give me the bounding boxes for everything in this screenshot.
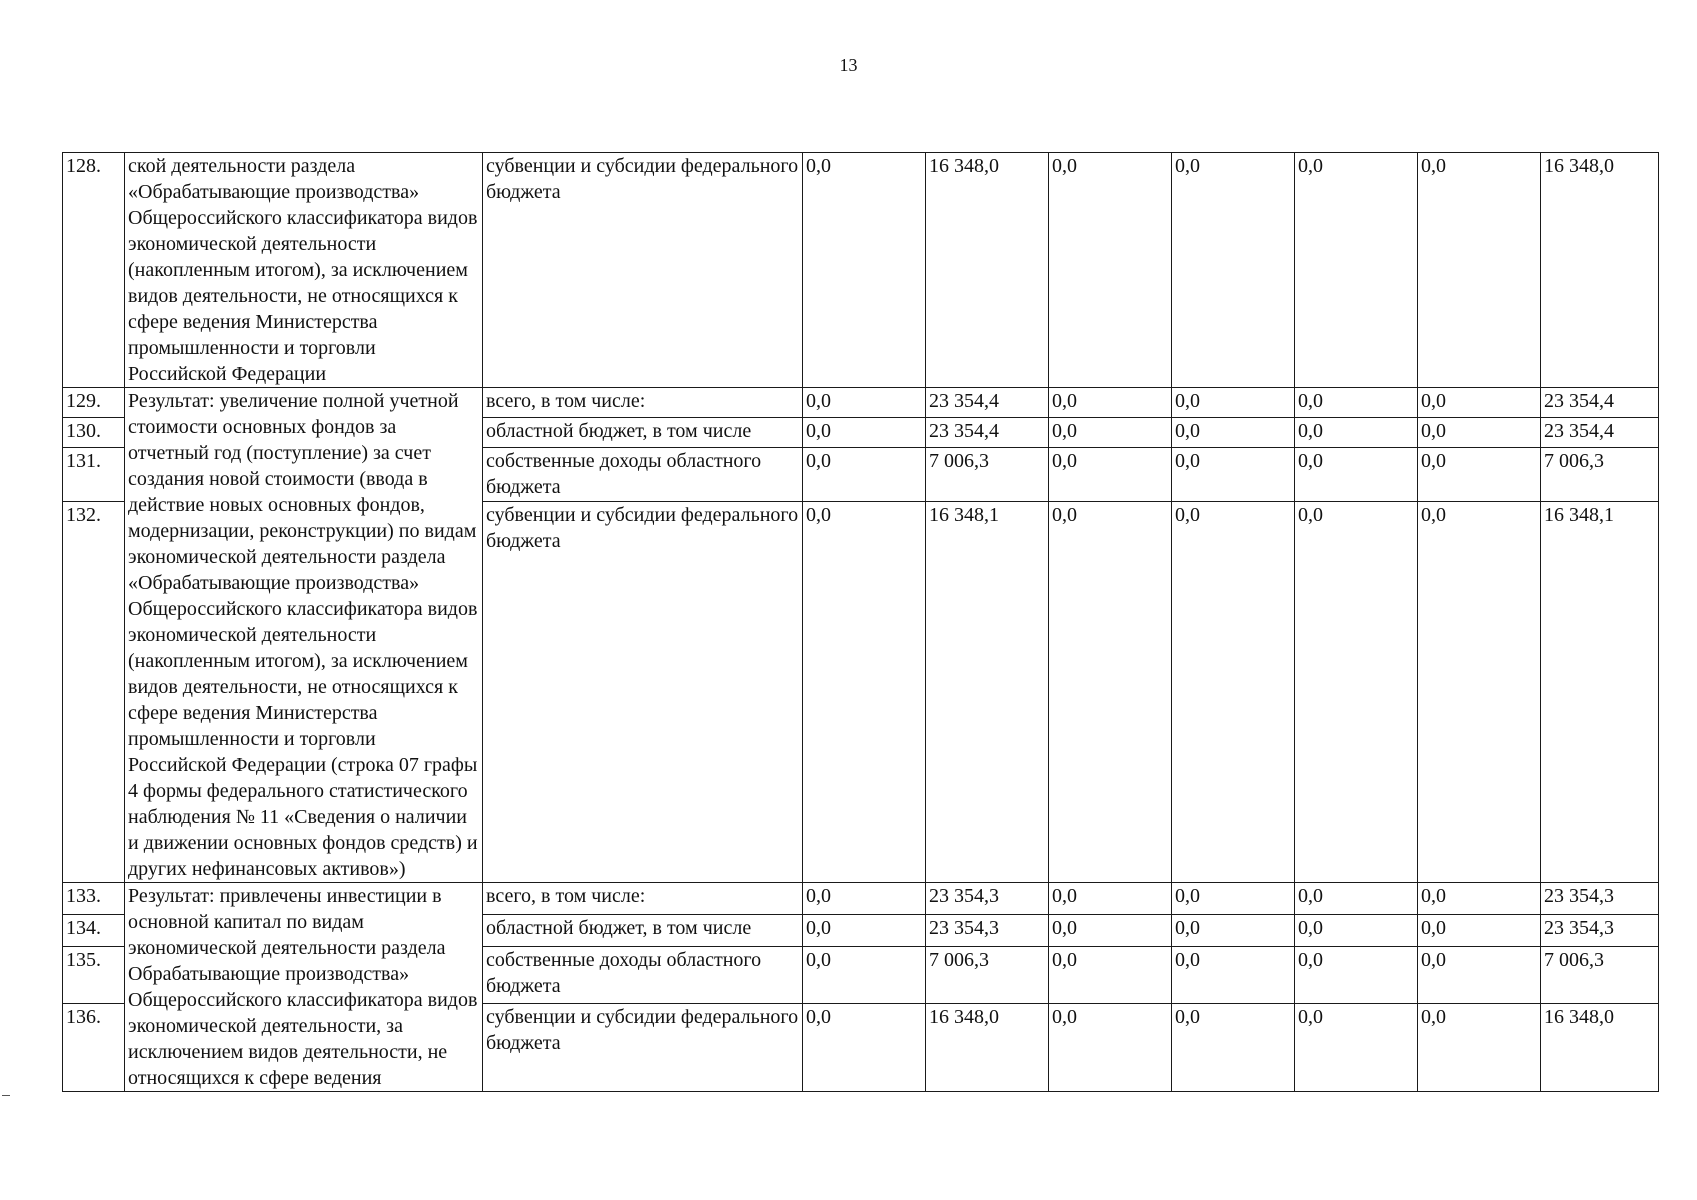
value-cell: 23 354,4 xyxy=(926,418,1049,448)
row-number: 133. xyxy=(63,883,125,915)
funding-source: субвенции и субсидии федерального бюджета xyxy=(483,153,803,388)
funding-source: всего, в том числе: xyxy=(483,388,803,418)
value-cell: 0,0 xyxy=(1295,388,1418,418)
value-cell: 7 006,3 xyxy=(926,448,1049,501)
funding-source: собственные доходы областного бюджета xyxy=(483,947,803,1004)
value-cell: 0,0 xyxy=(1049,947,1172,1004)
value-cell: 16 348,1 xyxy=(926,501,1049,882)
value-cell: 0,0 xyxy=(1418,153,1541,388)
value-cell: 0,0 xyxy=(1172,947,1295,1004)
value-cell: 0,0 xyxy=(1295,947,1418,1004)
value-cell: 23 354,3 xyxy=(926,915,1049,947)
value-cell: 7 006,3 xyxy=(1541,448,1659,501)
value-cell: 0,0 xyxy=(803,501,926,882)
value-cell: 0,0 xyxy=(1172,915,1295,947)
row-number: 130. xyxy=(63,418,125,448)
value-cell: 0,0 xyxy=(1172,883,1295,915)
value-cell: 23 354,4 xyxy=(1541,418,1659,448)
row-description: Результат: привлечены инвестиции в основной капитал по видам экономической деятельности раздела Обрабатывающие производства» Общероссийского классификатора видов экономической деятельности, за исключением видов деятельности, не относящихся к сфере ведения xyxy=(125,883,483,1092)
value-cell: 0,0 xyxy=(1049,915,1172,947)
value-cell: 0,0 xyxy=(803,388,926,418)
value-cell: 23 354,4 xyxy=(926,388,1049,418)
value-cell: 0,0 xyxy=(1049,1004,1172,1092)
row-number: 128. xyxy=(63,153,125,388)
value-cell: 0,0 xyxy=(1049,501,1172,882)
value-cell: 23 354,3 xyxy=(1541,883,1659,915)
value-cell: 0,0 xyxy=(1172,501,1295,882)
value-cell: 0,0 xyxy=(1418,1004,1541,1092)
row-description: ской деятельности раздела «Обрабатывающие производства» Общероссийского классификатора видов экономической деятельности (накопленным итогом), за исключением видов деятельности, не относящихся к сфере ведения Министерства промышленности и торговли Российской Федерации xyxy=(125,153,483,388)
value-cell: 0,0 xyxy=(1295,418,1418,448)
value-cell: 23 354,4 xyxy=(1541,388,1659,418)
value-cell: 0,0 xyxy=(803,418,926,448)
value-cell: 16 348,0 xyxy=(1541,153,1659,388)
value-cell: 0,0 xyxy=(1172,1004,1295,1092)
table-row xyxy=(63,883,1659,915)
value-cell: 0,0 xyxy=(803,915,926,947)
funding-source: областной бюджет, в том числе xyxy=(483,418,803,448)
value-cell: 0,0 xyxy=(1418,883,1541,915)
value-cell: 0,0 xyxy=(803,153,926,388)
value-cell: 0,0 xyxy=(1418,388,1541,418)
row-number: 132. xyxy=(63,501,125,882)
row-number: 135. xyxy=(63,947,125,1004)
value-cell: 23 354,3 xyxy=(1541,915,1659,947)
value-cell: 0,0 xyxy=(1418,501,1541,882)
value-cell: 0,0 xyxy=(1295,1004,1418,1092)
row-number: 131. xyxy=(63,448,125,501)
value-cell: 0,0 xyxy=(1418,418,1541,448)
row-number: 129. xyxy=(63,388,125,418)
value-cell: 16 348,1 xyxy=(1541,501,1659,882)
value-cell: 0,0 xyxy=(1172,388,1295,418)
value-cell: 16 348,0 xyxy=(926,1004,1049,1092)
margin-mark xyxy=(2,1095,10,1096)
funding-source: субвенции и субсидии федерального бюджета xyxy=(483,501,803,882)
value-cell: 0,0 xyxy=(1295,915,1418,947)
value-cell: 0,0 xyxy=(1049,418,1172,448)
value-cell: 0,0 xyxy=(1049,883,1172,915)
value-cell: 0,0 xyxy=(1418,448,1541,501)
table-row xyxy=(63,153,1659,388)
value-cell: 0,0 xyxy=(1172,153,1295,388)
value-cell: 23 354,3 xyxy=(926,883,1049,915)
value-cell: 0,0 xyxy=(1049,153,1172,388)
value-cell: 7 006,3 xyxy=(1541,947,1659,1004)
funding-source: субвенции и субсидии федерального бюджета xyxy=(483,1004,803,1092)
value-cell: 0,0 xyxy=(1172,418,1295,448)
funding-source: собственные доходы областного бюджета xyxy=(483,448,803,501)
value-cell: 0,0 xyxy=(1049,448,1172,501)
value-cell: 0,0 xyxy=(1295,448,1418,501)
value-cell: 0,0 xyxy=(803,947,926,1004)
value-cell: 16 348,0 xyxy=(926,153,1049,388)
value-cell: 0,0 xyxy=(1295,153,1418,388)
page-number: 13 xyxy=(839,55,858,75)
funding-source: всего, в том числе: xyxy=(483,883,803,915)
value-cell: 0,0 xyxy=(803,1004,926,1092)
row-number: 134. xyxy=(63,915,125,947)
value-cell: 0,0 xyxy=(1172,448,1295,501)
row-number: 136. xyxy=(63,1004,125,1092)
value-cell: 16 348,0 xyxy=(1541,1004,1659,1092)
value-cell: 0,0 xyxy=(803,883,926,915)
funding-source: областной бюджет, в том числе xyxy=(483,915,803,947)
value-cell: 0,0 xyxy=(1418,947,1541,1004)
value-cell: 0,0 xyxy=(1295,883,1418,915)
value-cell: 0,0 xyxy=(1295,501,1418,882)
value-cell: 7 006,3 xyxy=(926,947,1049,1004)
table-row xyxy=(63,388,1659,418)
row-description: Результат: увеличение полной учетной стоимости основных фондов за отчетный год (поступление) за счет создания новой стоимости (ввода в действие новых основных фондов, модернизации, реконструкции) по видам экономической деятельности раздела «Обрабатывающие производства» Общероссийского классификатора видов экономической деятельности (накопленным итогом), за исключением видов деятельности, не относящихся к сфере ведения Министерства промышленности и торговли Российской Федерации (строка 07 графы 4 формы федерального статистического наблюдения № 11 «Сведения о наличии и движении основных фондов средств) и других нефинансовых активов») xyxy=(125,388,483,883)
value-cell: 0,0 xyxy=(1049,388,1172,418)
value-cell: 0,0 xyxy=(803,448,926,501)
budget-table xyxy=(62,152,1659,1092)
value-cell: 0,0 xyxy=(1418,915,1541,947)
